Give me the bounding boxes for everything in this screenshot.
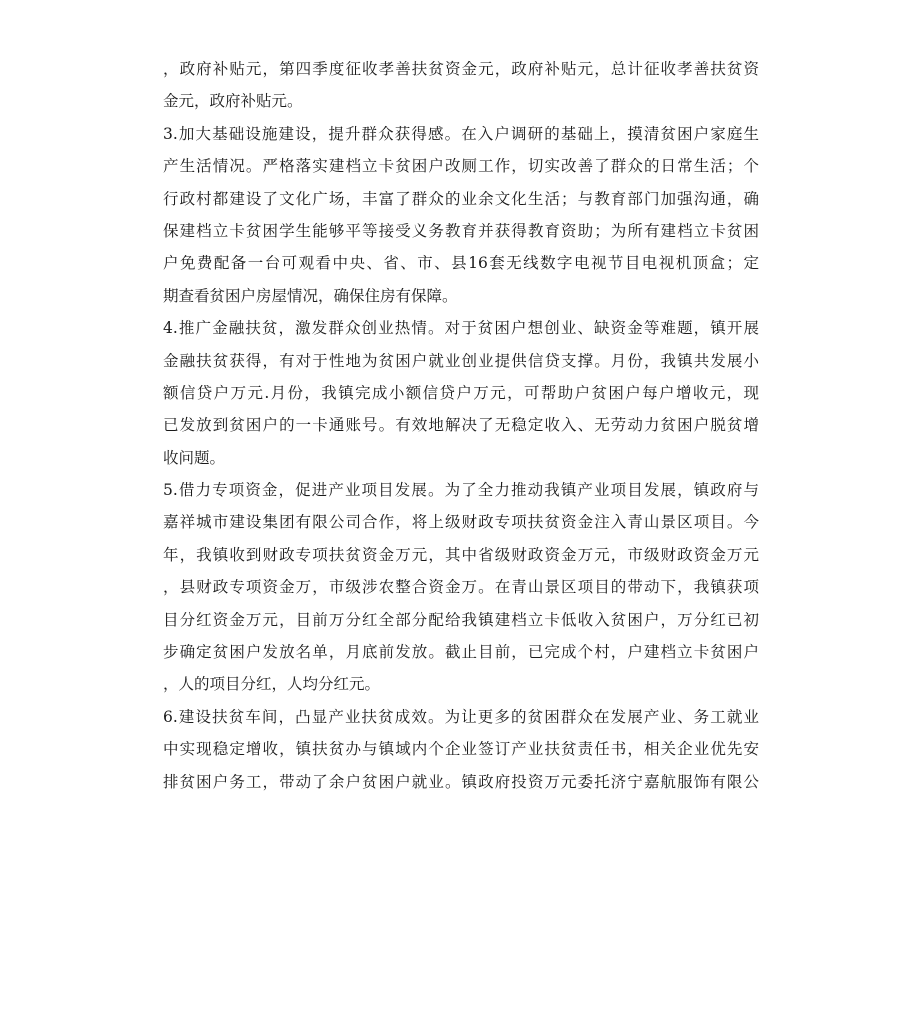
text-line: 行政村都建设了文化广场，丰富了群众的业余文化生活；与教育部门加强沟通，确 [163,189,759,208]
text-line: 嘉祥城市建设集团有限公司合作，将上级财政专项扶贫资金注入青山景区项目。今 [163,513,759,532]
text-line: 保建档立卡贫困学生能够平等接受义务教育并获得教育资助；为所有建档立卡贫困 [163,221,759,240]
text-line: 步确定贫困户发放名单，月底前发放。截止目前，已完成个村，户建档立卡贫困户 [163,643,759,662]
text-line: 6.建设扶贫车间，凸显产业扶贫成效。为让更多的贫困群众在发展产业、务工就业 [163,707,759,726]
text-line: 户免费配备一台可观看中央、省、市、县16套无线数字电视节目电视机顶盒；定 [163,254,759,273]
text-line: 5.借力专项资金，促进产业项目发展。为了全力推动我镇产业项目发展，镇政府与 [163,481,759,500]
text-line: 目分红资金万元，目前万分红全部分配给我镇建档立卡低收入贫困户，万分红已初 [163,610,759,629]
text-line: ，人的项目分红，人均分红元。 [163,675,381,694]
text-line: 产生活情况。严格落实建档立卡贫困户改厕工作，切实改善了群众的日常生活；个 [163,157,759,176]
text-line: 年，我镇收到财政专项扶贫资金万元，其中省级财政资金万元，市级财政资金万元 [163,545,759,564]
text-line: 金融扶贫获得，有对于性地为贫困户就业创业提供信贷支撑。月份，我镇共发展小 [163,351,759,370]
text-line: 收问题。 [163,448,226,467]
text-line: 期查看贫困户房屋情况，确保住房有保障。 [163,286,458,305]
text-line: ，政府补贴元，第四季度征收孝善扶贫资金元，政府补贴元，总计征收孝善扶贫资 [163,60,759,78]
text-line: 排贫困户务工，带动了余户贫困户就业。镇政府投资万元委托济宁嘉航服饰有限公 [163,772,759,791]
text-line: 3.加大基础设施建设，提升群众获得感。在入户调研的基础上，摸清贫困户家庭生 [163,124,759,143]
text-line: ，县财政专项资金万，市级涉农整合资金万。在青山景区项目的带动下，我镇获项 [163,578,759,597]
text-line: 金元，政府补贴元。 [163,92,303,111]
text-line: 额信贷户万元.月份，我镇完成小额信贷户万元，可帮助户贫困户每户增收元，现 [163,383,759,402]
text-line: 已发放到贫困户的一卡通账号。有效地解决了无稳定收入、无劳动力贫困户脱贫增 [163,416,759,435]
document-body [163,53,759,798]
text-line: 中实现稳定增收，镇扶贫办与镇域内个企业签订产业扶贫责任书，相关企业优先安 [163,740,759,759]
text-line: 4.推广金融扶贫，激发群众创业热情。对于贫困户想创业、缺资金等难题，镇开展 [163,319,759,338]
